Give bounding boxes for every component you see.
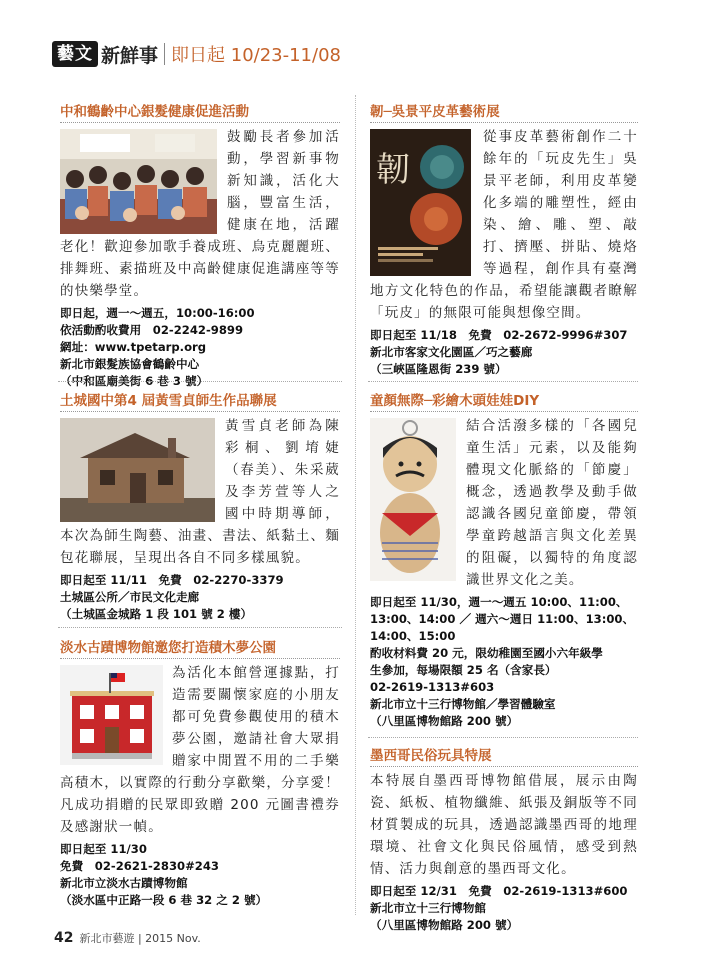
article-body bbox=[60, 126, 340, 302]
info-line: 02-2619-1313#603 bbox=[370, 680, 495, 694]
article-wooden-doll bbox=[370, 389, 638, 730]
article-tucheng-exhibition bbox=[60, 389, 340, 623]
info-line: （三峽區隆恩街 239 號） bbox=[370, 362, 507, 376]
article-info bbox=[60, 305, 340, 390]
article-divider bbox=[368, 381, 638, 382]
photo-lego-building bbox=[60, 665, 163, 765]
info-line: 即日起至 11/11 免費 02-2270-3379 bbox=[60, 573, 284, 587]
article-body-text: 鼓勵長者參加活動，學習新事物新知識，活化大腦，豐富生活，健康在地，活躍老化！歡迎參加歌手養成班、烏克麗麗班、排舞班、素描班及中高齡健康促進講座等等的快樂學堂。 bbox=[60, 129, 340, 299]
header-separator bbox=[164, 43, 165, 65]
article-info bbox=[370, 883, 638, 934]
article-body bbox=[370, 415, 638, 591]
article-title: 韌─吳景平皮革藝術展 bbox=[370, 104, 500, 120]
info-line: 新北市銀髮族協會鶴齡中心 bbox=[60, 357, 200, 371]
section-subtitle: 新鮮事 bbox=[101, 44, 159, 67]
article-title: 中和鶴齡中心銀髮健康促進活動 bbox=[60, 104, 249, 120]
section-badge: 藝文 bbox=[52, 41, 98, 67]
article-divider bbox=[58, 381, 342, 382]
info-line: （淡水區中正路一段 6 巷 32 之 2 號） bbox=[60, 893, 268, 907]
article-info bbox=[370, 327, 638, 378]
article-tamsui-lego bbox=[60, 636, 340, 909]
info-line: 即日起至 11/30 bbox=[60, 842, 147, 856]
info-line: 13:00、14:00 ／ 週六～週日 11:00、13:00、 bbox=[370, 612, 635, 626]
article-mexico-toys bbox=[370, 744, 638, 934]
info-line: 即日起，週一～週五，10:00-16:00 bbox=[60, 306, 255, 320]
info-line: 新北市立十三行博物館／學習體驗室 bbox=[370, 697, 556, 711]
info-line: 免費 02-2621-2830#243 bbox=[60, 859, 219, 873]
poster-leather-exhibition bbox=[370, 129, 471, 276]
article-body-text: 為活化本館營運據點，打造需要關懷家庭的小朋友都可免費參觀使用的積木夢公園，邀請社會大眾捐贈家中閒置不用的二手樂高積木，以實際的行動分享歡樂，分享愛！凡成功捐贈的民眾即致贈 200 元圖書禮券及感謝狀一幀。 bbox=[60, 665, 340, 835]
info-line: （土城區金城路 1 段 101 號 2 樓） bbox=[60, 607, 253, 621]
info-line: （八里區博物館路 200 號） bbox=[370, 714, 519, 728]
footer-publication: 新北市藝遊 | 2015 Nov. bbox=[79, 932, 201, 945]
article-info bbox=[60, 572, 340, 623]
page-footer bbox=[54, 930, 201, 946]
article-body-text: 從事皮革藝術創作二十餘年的「玩皮先生」吳景平老師，利用皮革變化多端的雕塑性，經由染、繪、雕、塑、敲打、擠壓、拼貼、燒烙等過程，創作具有臺灣地方文化特色的作品，希望能讓觀者瞭解「玩皮」的無限可能與想像空間。 bbox=[370, 129, 638, 321]
article-body bbox=[370, 126, 638, 324]
info-line: （八里區博物館路 200 號） bbox=[370, 918, 519, 932]
info-line: 土城區公所／市民文化走廊 bbox=[60, 590, 200, 604]
article-body-text: 黃雪貞老師為陳彩桐、劉堉婕（春美）、朱采葳及李芳萱等人之國中時期導師，本次為師生陶藝、油畫、書法、紙黏土、麵包花聯展，呈現出各自不同多樣風貌。 bbox=[60, 418, 340, 566]
info-line: 即日起至 12/31 免費 02-2619-1313#600 bbox=[370, 884, 628, 898]
article-leather-art bbox=[370, 100, 638, 378]
page-number: 42 bbox=[54, 930, 74, 946]
info-line: 新北市客家文化園區／巧之藝廊 bbox=[370, 345, 533, 359]
info-line: 網址：www.tpetarp.org bbox=[60, 340, 207, 354]
info-line: 酌收材料費 20 元，限幼稚園至國小六年級學 bbox=[370, 646, 603, 660]
article-title: 淡水古蹟博物館邀您打造積木夢公園 bbox=[60, 640, 276, 656]
info-line: 生參加，每場限額 25 名（含家長） bbox=[370, 663, 557, 677]
info-line: 14:00、15:00 bbox=[370, 629, 456, 643]
article-title: 墨西哥民俗玩具特展 bbox=[370, 748, 492, 764]
info-line: 新北市立十三行博物館 bbox=[370, 901, 486, 915]
article-title: 土城國中第4 屆黃雪貞師生作品聯展 bbox=[60, 393, 277, 409]
photo-wooden-doll bbox=[370, 418, 456, 581]
article-title: 童顏無際─彩繪木頭娃娃DIY bbox=[370, 393, 540, 409]
article-divider bbox=[368, 737, 638, 738]
article-body bbox=[60, 662, 340, 838]
article-body-text: 結合活潑多樣的「各國兒童生活」元素，以及能夠體現文化脈絡的「節慶」概念，透過教學及動手做認識各國兒童節慶，帶領學童跨越語言與文化差異的阻礙，以獨特的角度認識世界文化之美。 bbox=[466, 418, 638, 588]
article-silver-health bbox=[60, 100, 340, 390]
info-line: 依活動酌收費用 02-2242-9899 bbox=[60, 323, 244, 337]
article-divider bbox=[58, 627, 342, 628]
poster-character: 韌 bbox=[376, 150, 412, 190]
article-info bbox=[370, 594, 638, 730]
info-line: （中和區廟美街 6 巷 3 號） bbox=[60, 374, 209, 388]
photo-pottery-house bbox=[60, 418, 215, 522]
photo-seniors-class bbox=[60, 129, 217, 234]
article-info bbox=[60, 841, 340, 909]
info-line: 新北市立淡水古蹟博物館 bbox=[60, 876, 188, 890]
column-divider bbox=[355, 95, 356, 915]
header-date-range: 即日起 10/23-11/08 bbox=[171, 45, 341, 66]
info-line: 即日起至 11/18 免費 02-2672-9996#307 bbox=[370, 328, 628, 342]
page-header bbox=[52, 40, 341, 68]
article-body: 本特展自墨西哥博物館借展，展示由陶瓷、紙板、植物纖維、紙張及銅版等不同材質製成的玩具，透過認識墨西哥的地理環境、社會文化與民俗風情，感受到熱情、活力與創意的墨西哥文化。 bbox=[370, 773, 638, 877]
info-line: 即日起至 11/30，週一～週五 10:00、11:00、 bbox=[370, 595, 628, 609]
article-body bbox=[60, 415, 340, 569]
